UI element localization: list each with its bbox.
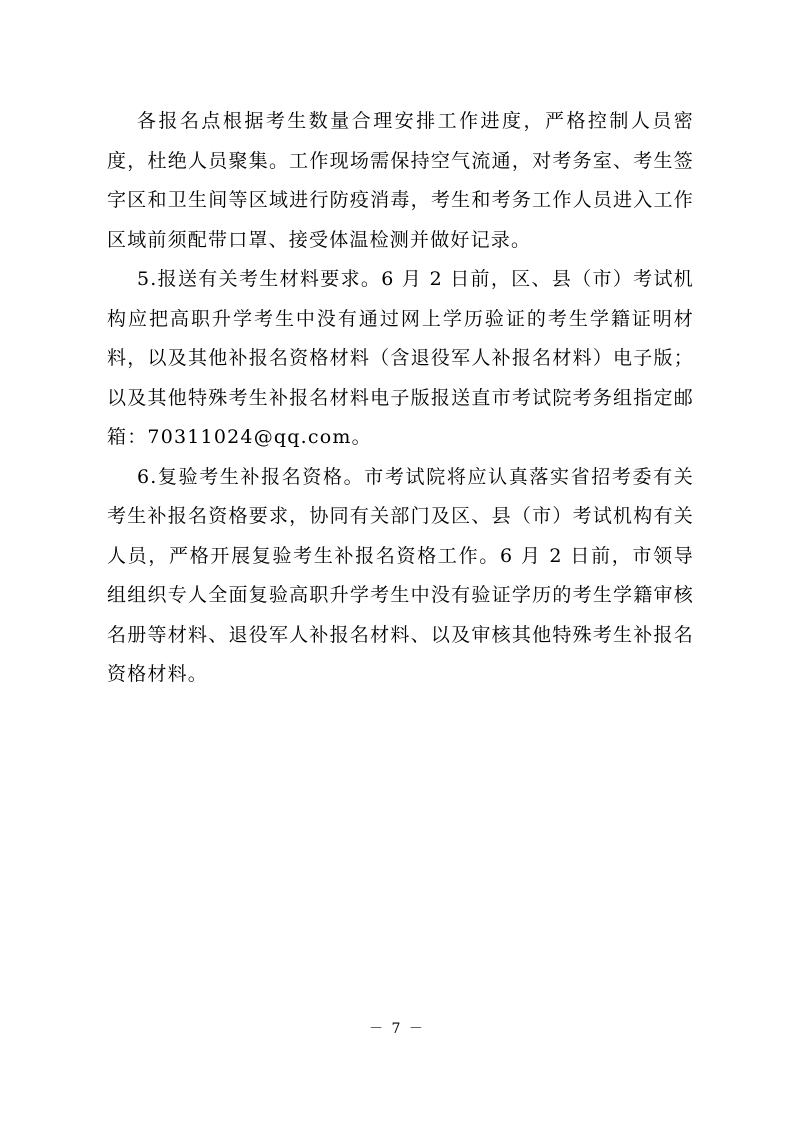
document-body — [107, 102, 694, 695]
paragraph-epidemic-prevention: 各报名点根据考生数量合理安排工作进度，严格控制人员密度，杜绝人员聚集。工作现场需保持空气流通，对考务室、考生签字区和卫生间等区域进行防疫消毒，考生和考务工作人员进入工作区域前须配带口罩、接受体温检测并做好记录。 — [107, 110, 694, 251]
paragraph-reexamine-qualification: 6.复验考生补报名资格。市考试院将应认真落实省招考委有关考生补报名资格要求，协同有关部门及区、县（市）考试机构有关人员，严格开展复验考生补报名资格工作。6 月 2 日前，市领导组组织专人全面复验高职升学考生中没有验证学历的考生学籍审核名册等材料、退役军人补报名材料、以及审核其他特殊考生补报名资格材料。 — [107, 465, 694, 685]
paragraph-submit-materials: 5.报送有关考生材料要求。6 月 2 日前，区、县（市）考试机构应把高职升学考生中没有通过网上学历验证的考生学籍证明材料，以及其他补报名资格材料（含退役军人补报名材料）电子版；以及其他特殊考生补报名材料电子版报送直市考试院考务组指定邮箱：70311024@qq.com。 — [107, 268, 694, 448]
page-number: － 7 － — [369, 1021, 425, 1037]
